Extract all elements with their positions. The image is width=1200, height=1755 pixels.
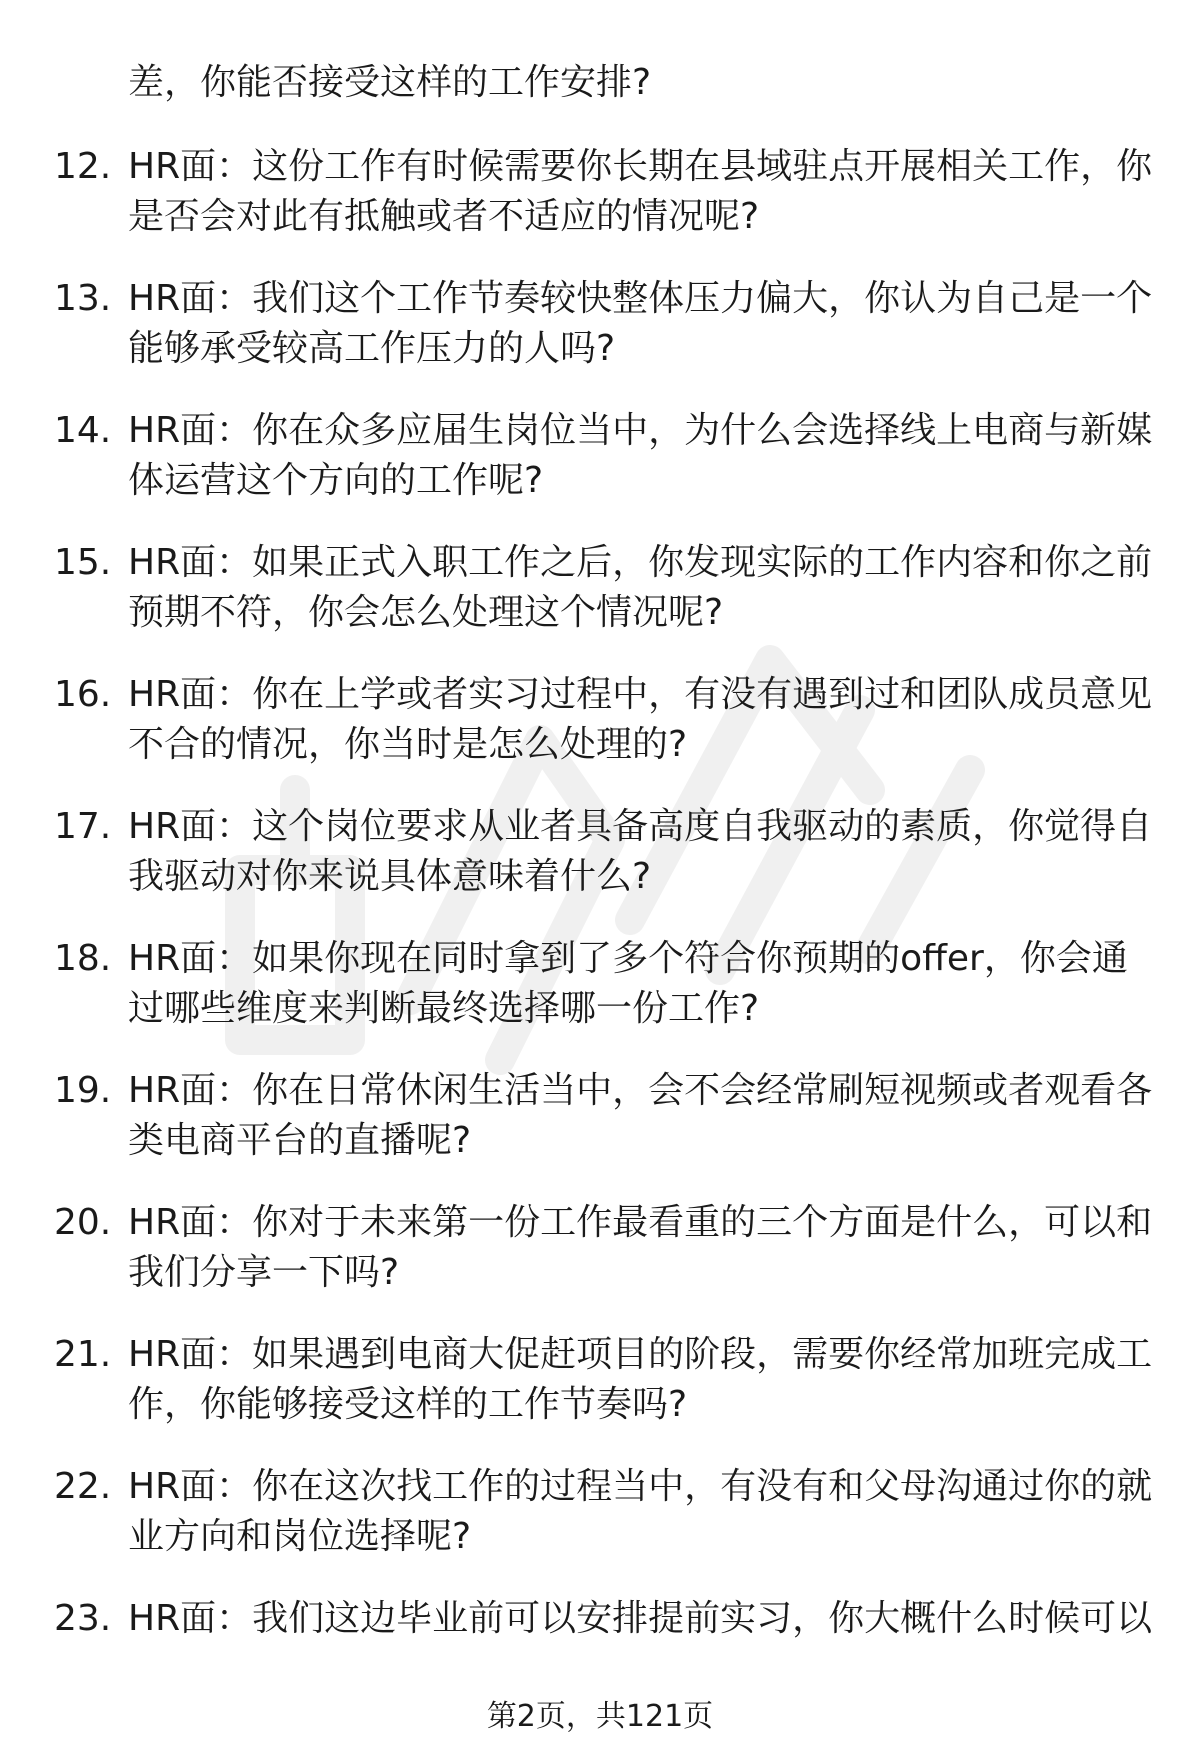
question-text-line: HR面：我们这边毕业前可以安排提前实习，你大概什么时候可以 — [128, 1598, 1153, 1639]
question-text-line: 我驱动对你来说具体意味着什么? — [128, 856, 652, 897]
question-text-line: 我们分享一下吗? — [128, 1252, 400, 1293]
question-text-line: HR面：这个岗位要求从业者具备高度自我驱动的素质，你觉得自 — [128, 806, 1153, 847]
question-text-line: HR面：你在上学或者实习过程中，有没有遇到过和团队成员意见 — [128, 674, 1153, 715]
question-text-line: 体运营这个方向的工作呢? — [128, 460, 544, 501]
question-item — [0, 670, 1200, 770]
question-text-line: 能够承受较高工作压力的人吗? — [128, 328, 616, 369]
question-number: 13. — [54, 278, 112, 319]
question-text — [128, 274, 1158, 374]
question-number: 22. — [54, 1466, 112, 1507]
question-item — [0, 1198, 1200, 1298]
question-text-line: HR面：我们这个工作节奏较快整体压力偏大，你认为自己是一个 — [128, 278, 1153, 319]
question-text-line: 不合的情况，你当时是怎么处理的? — [128, 724, 688, 765]
question-text-line: HR面：你在日常休闲生活当中，会不会经常刷短视频或者观看各 — [128, 1070, 1153, 1111]
question-number: 19. — [54, 1070, 112, 1111]
question-item — [0, 1462, 1200, 1562]
question-text-line: HR面：你对于未来第一份工作最看重的三个方面是什么，可以和 — [128, 1202, 1153, 1243]
question-text — [128, 670, 1158, 770]
question-text — [128, 142, 1158, 242]
question-text-line: HR面：如果你现在同时拿到了多个符合你预期的offer，你会通 — [128, 938, 1128, 979]
continuation-line: 差，你能否接受这样的工作安排? — [128, 62, 652, 103]
question-text — [128, 1198, 1158, 1298]
question-number: 16. — [54, 674, 112, 715]
question-text-line: 过哪些维度来判断最终选择哪一份工作? — [128, 988, 760, 1029]
question-number: 23. — [54, 1598, 112, 1639]
question-number: 15. — [54, 542, 112, 583]
question-text — [128, 1594, 1158, 1644]
question-text — [128, 1330, 1158, 1430]
question-text-line: HR面：你在这次找工作的过程当中，有没有和父母沟通过你的就 — [128, 1466, 1153, 1507]
question-text-line: HR面：如果正式入职工作之后，你发现实际的工作内容和你之前 — [128, 542, 1153, 583]
question-text — [128, 538, 1158, 638]
question-text-line: 业方向和岗位选择呢? — [128, 1516, 472, 1557]
question-number: 14. — [54, 410, 112, 451]
question-text — [128, 1066, 1158, 1166]
question-text-line: 预期不符，你会怎么处理这个情况呢? — [128, 592, 724, 633]
question-text — [128, 1462, 1158, 1562]
question-item — [0, 142, 1200, 242]
question-text-line: 类电商平台的直播呢? — [128, 1120, 472, 1161]
question-number: 18. — [54, 938, 112, 979]
question-number: 20. — [54, 1202, 112, 1243]
question-text — [128, 406, 1158, 506]
question-item — [0, 538, 1200, 638]
question-item — [0, 934, 1200, 1034]
question-number: 21. — [54, 1334, 112, 1375]
question-number: 17. — [54, 806, 112, 847]
question-item — [0, 1330, 1200, 1430]
question-item — [0, 406, 1200, 506]
question-number: 12. — [54, 146, 112, 187]
question-text-line: HR面：如果遇到电商大促赶项目的阶段，需要你经常加班完成工 — [128, 1334, 1153, 1375]
question-list — [0, 142, 1200, 1726]
page-number-footer: 第2页，共121页 — [486, 1699, 714, 1734]
question-item — [0, 802, 1200, 902]
question-text-line: 是否会对此有抵触或者不适应的情况呢? — [128, 196, 760, 237]
question-text-line: HR面：这份工作有时候需要你长期在县域驻点开展相关工作，你 — [128, 146, 1153, 187]
question-text — [128, 802, 1158, 902]
question-item — [0, 274, 1200, 374]
question-text — [128, 934, 1158, 1034]
question-text-line: HR面：你在众多应届生岗位当中，为什么会选择线上电商与新媒 — [128, 410, 1153, 451]
question-item — [0, 1066, 1200, 1166]
question-text-line: 作，你能够接受这样的工作节奏吗? — [128, 1384, 688, 1425]
question-item — [0, 1594, 1200, 1694]
